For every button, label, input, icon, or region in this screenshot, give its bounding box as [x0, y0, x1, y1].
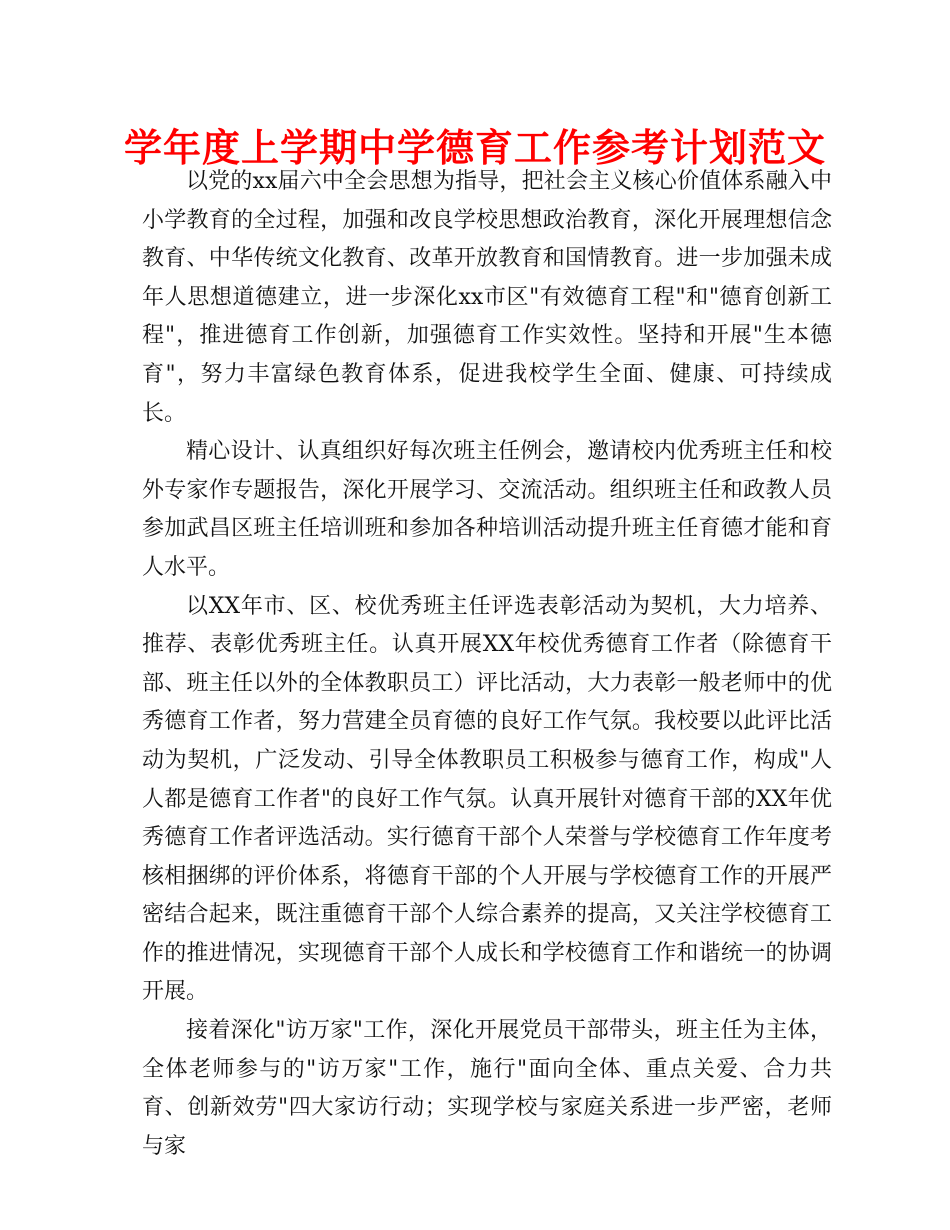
document-title: 学年度上学期中学德育工作参考计划范文 — [123, 126, 826, 170]
paragraph-guiding-ideology: 以党的xx届六中全会思想为指导，把社会主义核心价值体系融入中小学教育的全过程，加强和改良学校思想政治教育，深化开展理想信念教育、中华传统文化教育、改革开放教育和国情教育。进一步加强未成年人思想道德建立，进一步深化xx市区"有效德育工程"和"德育创新工程"，推进德育工作创新，加强德育工作实效性。坚持和开展"生本德育"，努力丰富绿色教育体系，促进我校学生全面、健康、可持续成长。 — [142, 169, 832, 426]
paragraph-class-teacher-training: 精心设计、认真组织好每次班主任例会，邀请校内优秀班主任和校外专家作专题报告，深化开展学习、交流活动。组织班主任和政教人员参加武昌区班主任培训班和参加各种培训活动提升班主任育德才能和育人水平。 — [142, 439, 832, 580]
paragraph-home-visits: 接着深化"访万家"工作，深化开展党员干部带头，班主任为主体，全体老师参与的"访万家"工作，施行"面向全体、重点关爱、合力共育、创新效劳"四大家访行动；实现学校与家庭关系进一步严密，老师与家 — [142, 1018, 832, 1159]
paragraph-excellent-teacher-awards: 以XX年市、区、校优秀班主任评选表彰活动为契机，大力培养、推荐、表彰优秀班主任。认真开展XX年校优秀德育工作者（除德育干部、班主任以外的全体教职员工）评比活动，大力表彰一般老师中的优秀德育工作者，努力营建全员育德的良好工作气氛。我校要以此评比活动为契机，广泛发动、引导全体教职员工积极参与德育工作，构成"人人都是德育工作者"的良好工作气氛。认真开展针对德育干部的XX年优秀德育工作者评选活动。实行德育干部个人荣誉与学校德育工作年度考核相捆绑的评价体系，将德育干部的个人开展与学校德育工作的开展严密结合起来，既注重德育干部个人综合素养的提高，又关注学校德育工作的推进情况，实现德育干部个人成长和学校德育工作和谐统一的协调开展。 — [142, 593, 832, 1005]
document-body — [142, 163, 832, 1166]
